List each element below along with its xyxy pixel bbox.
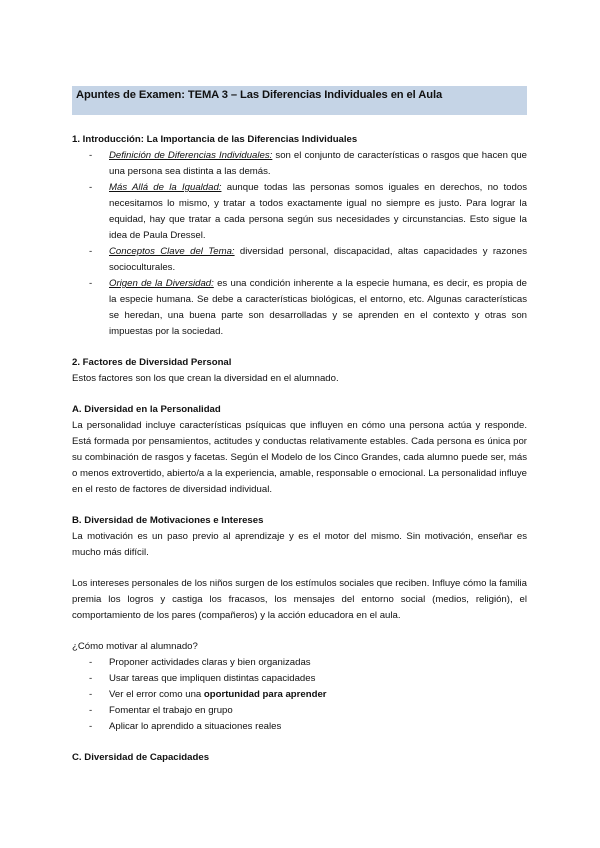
list-item: - Proponer actividades claras y bien organizadas [72, 655, 527, 671]
term-text: aunque todas las personas somos iguales en derechos, no todos necesitamos lo mismo, y tratar a todos exactamente igual no siempre es justo. Para lograr la equidad, hay que tratar a cada persona según sus necesidades y circunstancias. Esto sigue la idea de Paula Dressel. [109, 182, 527, 241]
term-label: Definición de Diferencias Individuales: [109, 150, 273, 161]
list-item: - Fomentar el trabajo en grupo [72, 703, 527, 719]
term-text: es una condición inherente a la especie humana, es decir, es propia de la especie humana. Se debe a características biológicas, el entorno, etc. Algunas características se heredan, una buena parte son desarrolladas y se aprenden en el contexto y otras son impuestas por la sociedad. [109, 278, 527, 337]
section-a-paragraph: La personalidad incluye características psíquicas que influyen en cómo una persona actúa y responde. Está formada por pensamientos, actitudes y conductas relativamente estables. Cada persona es única por su combinación de rasgos y facetas. Según el Modelo de los Cinco Grandes, cada alumno puede ser, más o menos extrovertido, abierto/a a la experiencia, amable, responsable o emocional. La personalidad influye en el resto de factores de diversidad individual. [72, 420, 527, 495]
list-item [72, 687, 527, 703]
term-text: diversidad personal, discapacidad, altas capacidades y razones socioculturales. [109, 246, 527, 273]
motivation-question: ¿Cómo motivar al alumnado? [72, 641, 198, 652]
list-item [72, 276, 527, 340]
section-b-heading: B. Diversidad de Motivaciones e Intereses [72, 515, 264, 526]
list-item-emphasis: oportunidad para aprender [203, 689, 327, 700]
document-body [72, 132, 527, 766]
section-1-heading: 1. Introducción: La Importancia de las Diferencias Individuales [72, 134, 358, 145]
term-text: son el conjunto de características o rasgos que hacen que una persona sea distinta a las demás. [109, 150, 527, 177]
list-item: - Aplicar lo aprendido a situaciones reales [72, 719, 527, 735]
section-a-heading: A. Diversidad en la Personalidad [72, 404, 221, 415]
title-banner [72, 86, 527, 115]
term-label: Origen de la Diversidad: [109, 278, 214, 289]
term-label: Más Allá de la Igualdad: [109, 182, 222, 193]
list-item: - Usar tareas que impliquen distintas capacidades [72, 671, 527, 687]
section-2-heading: 2. Factores de Diversidad Personal [72, 357, 232, 368]
section-2-intro: Estos factores son los que crean la diversidad en el alumnado. [72, 373, 339, 384]
list-item-text: Ver el error como una [109, 689, 204, 700]
section-c-heading: C. Diversidad de Capacidades [72, 752, 210, 763]
list-item [72, 244, 527, 276]
section-b-paragraph-2: Los intereses personales de los niños surgen de los estímulos sociales que reciben. Influye cómo la familia premia los logros y castiga los fracasos, los mensajes del entorno social (medios, religión), el comportamiento de los pares (compañeros) y la acción educadora en el aula. [72, 578, 527, 621]
document-title: Apuntes de Examen: TEMA 3 – Las Diferencias Individuales en el Aula [76, 89, 443, 101]
list-item [72, 180, 527, 244]
section-b-paragraph-1: La motivación es un paso previo al aprendizaje y es el motor del mismo. Sin motivación, enseñar es mucho más difícil. [72, 531, 527, 558]
motivation-list [72, 655, 527, 735]
term-label: Conceptos Clave del Tema: [109, 246, 235, 257]
list-item [72, 148, 527, 180]
section-1-list [72, 148, 527, 340]
